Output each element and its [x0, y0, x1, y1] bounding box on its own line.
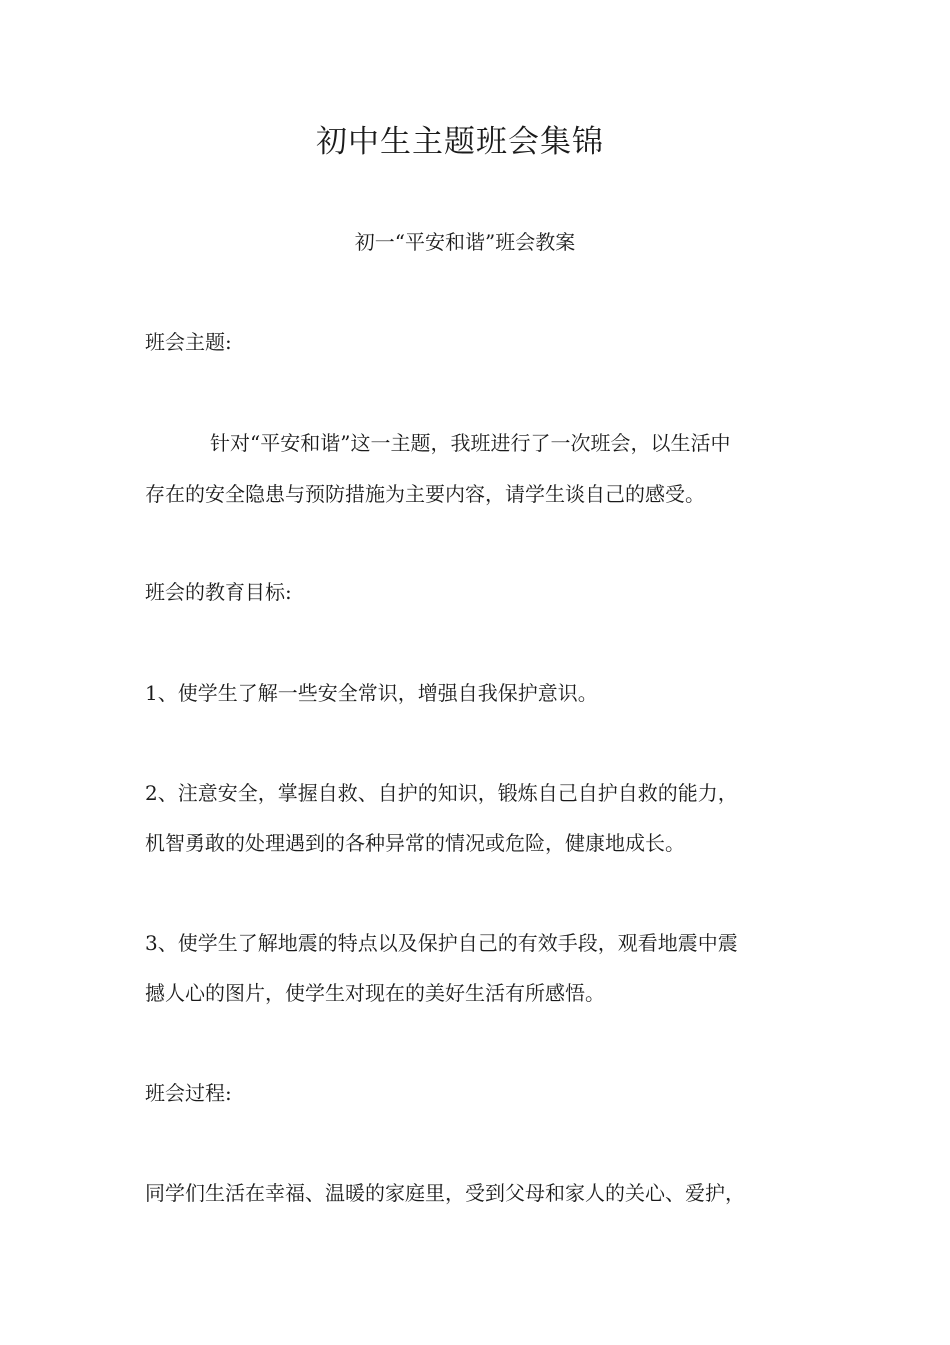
goal-2-line-1: 2、注意安全，掌握自救、自护的知识，锻炼自己自护自救的能力，	[145, 781, 738, 805]
goal-3-line-2: 撼人心的图片，使学生对现在的美好生活有所感悟。	[145, 981, 605, 1005]
document-title: 初中生主题班会集锦	[316, 124, 604, 160]
goal-2-line-2: 机智勇敢的处理遇到的各种异常的情况或危险，健康地成长。	[145, 831, 685, 855]
document-subtitle: 初一“平安和谐”班会教案	[354, 230, 576, 254]
theme-paragraph-line-1: 针对“平安和谐”这一主题，我班进行了一次班会，以生活中	[210, 431, 731, 455]
goals-heading: 班会的教育目标:	[145, 580, 292, 604]
process-heading: 班会过程:	[145, 1081, 232, 1105]
process-paragraph-line-1: 同学们生活在幸福、温暖的家庭里，受到父母和家人的关心、爱护，	[145, 1181, 745, 1205]
goal-3-line-1: 3、使学生了解地震的特点以及保护自己的有效手段，观看地震中震	[145, 931, 738, 955]
theme-heading: 班会主题:	[145, 330, 232, 354]
goal-1-line-1: 1、使学生了解一些安全常识，增强自我保护意识。	[145, 681, 598, 705]
theme-paragraph-line-2: 存在的安全隐患与预防措施为主要内容，请学生谈自己的感受。	[145, 482, 705, 506]
